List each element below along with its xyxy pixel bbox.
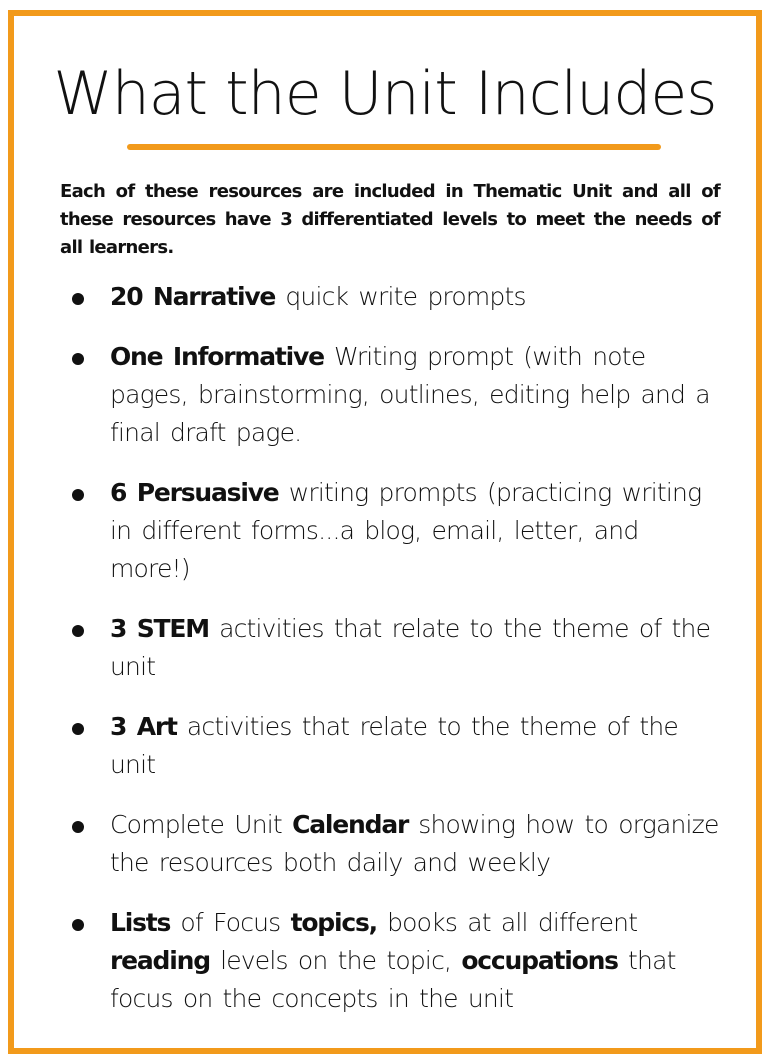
item-text: books at all different [376,908,638,937]
item-text: activities that relate to the theme of the unit [110,614,711,681]
item-text: Writing prompt (with note pages, brainstorming, outlines, editing help and a final draft page. [110,342,710,447]
list-item [62,904,722,1018]
item-highlight: Lists [110,908,171,937]
title-underline [127,144,661,150]
bullet-icon [72,489,84,501]
item-text: activities that relate to the theme of the unit [110,712,678,779]
item-highlight: topics, [290,908,377,937]
bullet-icon [72,821,84,833]
item-text: that focus on the concepts in the unit [110,946,676,1013]
bullet-icon [72,919,84,931]
item-text: quick write prompts [275,282,526,311]
item-highlight: occupations [461,946,618,975]
item-highlight: 3 STEM [110,614,209,643]
item-text: showing how to organize the resources both daily and weekly [110,810,719,877]
item-text: Complete Unit [110,810,293,839]
bullet-icon [72,625,84,637]
intro-paragraph: Each of these resources are included in Thematic Unit and all of these resources have 3 differentiated levels to meet the needs of all learners. [60,181,720,258]
list-item [62,806,722,882]
list-item [62,474,722,588]
bullet-icon [72,293,84,305]
item-text: writing prompts (practicing writing in different forms...a blog, email, letter, and more!) [110,478,702,583]
page-border [8,10,762,1054]
resource-list [62,278,722,1018]
item-text: levels on the topic, [209,946,462,975]
item-highlight: reading [110,946,210,975]
list-item [62,708,722,784]
list-item [62,338,722,452]
item-highlight: 6 Persuasive [110,478,279,507]
bullet-icon [72,353,84,365]
item-highlight: One Informative [110,342,324,371]
item-text: of Focus [170,908,291,937]
item-highlight: Calendar [292,810,409,839]
item-highlight: 3 Art [110,712,177,741]
list-item [62,610,722,686]
page-title: What the Unit Includes [53,59,717,129]
item-highlight: 20 Narrative [110,282,276,311]
bullet-icon [72,723,84,735]
list-item [62,278,722,316]
